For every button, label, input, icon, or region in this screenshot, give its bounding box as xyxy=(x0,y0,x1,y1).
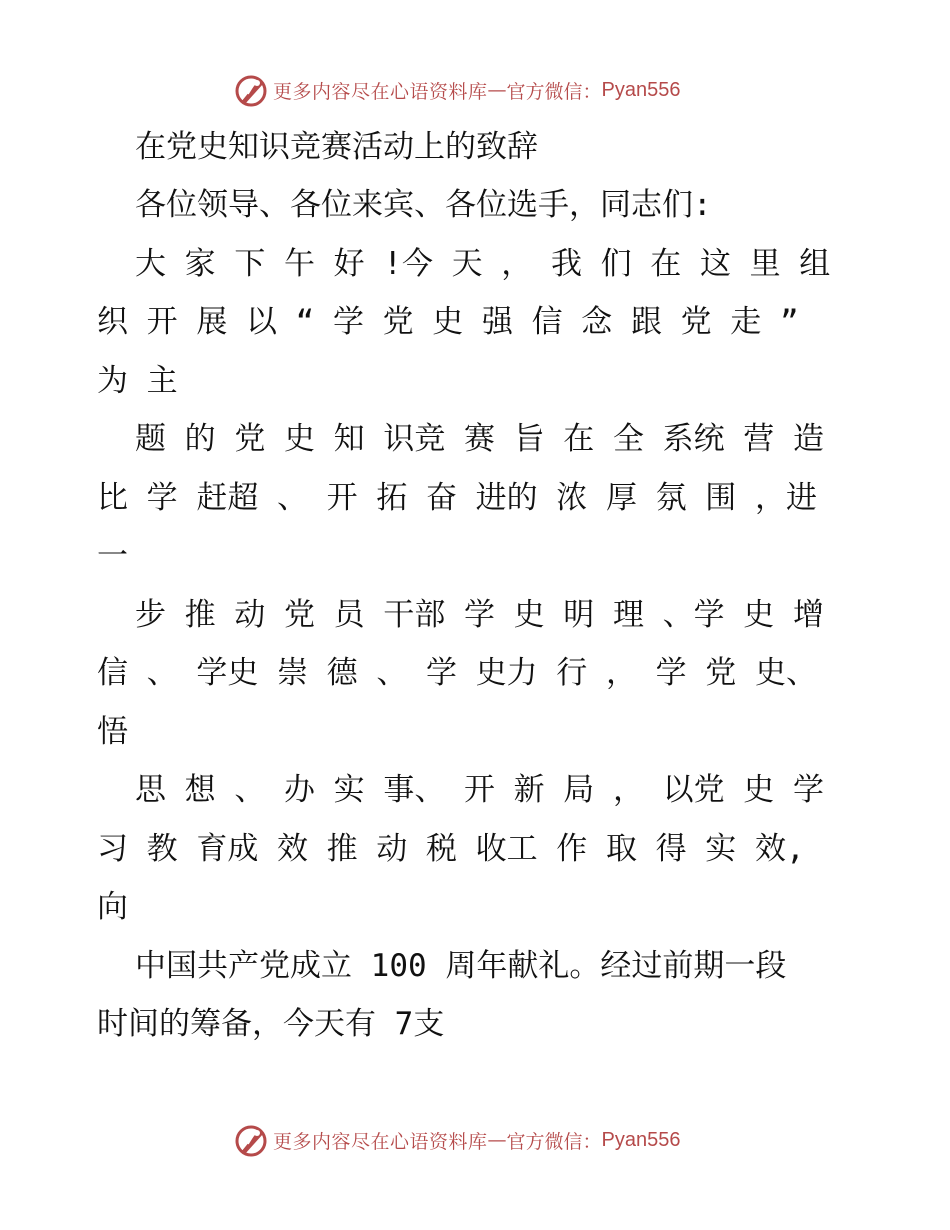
body-line: 大 家 下 午 好 !今 天 ， 我 们 在 这 里 组 xyxy=(135,246,831,282)
header-separator: — xyxy=(487,79,507,101)
footer-wechat-label: 官方微信： xyxy=(506,1130,602,1153)
body-line: 题 的 党 史 知 识竞 赛 旨 在 全 系统 营 造 xyxy=(135,421,824,457)
body-line: 比 学 赶超 、 开 拓 奋 进的 浓 厚 氛 围 ，进 xyxy=(97,480,817,516)
body-line: 习 教 育成 效 推 动 税 收工 作 取 得 实 效, xyxy=(97,831,805,867)
body-line: 悟 xyxy=(97,714,128,750)
header-wechat-label: 官方微信： xyxy=(506,80,602,103)
document-title: 在党史知识竞赛活动上的致辞 xyxy=(135,129,538,165)
header-banner[interactable] xyxy=(233,70,681,110)
body-line: 中国共产党成立 100 周年献礼。经过前期一段 xyxy=(135,948,787,984)
header-site-text: 更多内容尽在心语资料库 xyxy=(273,80,488,103)
body-line: 织 开 展 以 “ 学 党 史 强 信 念 跟 党 走 ” xyxy=(97,304,799,340)
footer-separator: — xyxy=(487,1129,507,1151)
quill-pen-logo-icon xyxy=(233,72,269,108)
body-line: 向 xyxy=(97,889,128,925)
body-line: 步 推 动 党 员 干部 学 史 明 理 、学 史 增 xyxy=(135,597,824,633)
quill-pen-logo-icon xyxy=(233,1122,269,1158)
body-line: 一 xyxy=(97,538,128,574)
body-line: 思 想 、 办 实 事、 开 新 局 ， 以党 史 学 xyxy=(135,772,824,808)
footer-wechat-id: Pyan556 xyxy=(601,1128,681,1151)
document-salutation: 各位领导、各位来宾、各位选手，同志们: xyxy=(135,187,712,223)
body-line: 为 主 xyxy=(97,363,178,399)
body-line: 信 、 学史 崇 德 、 学 史力 行 ， 学 党 史、 xyxy=(97,655,817,691)
footer-banner[interactable] xyxy=(233,1120,681,1160)
body-line: 时间的筹备，今天有 7支 xyxy=(97,1006,445,1042)
footer-site-text: 更多内容尽在心语资料库 xyxy=(273,1130,488,1153)
header-wechat-id: Pyan556 xyxy=(601,78,681,101)
